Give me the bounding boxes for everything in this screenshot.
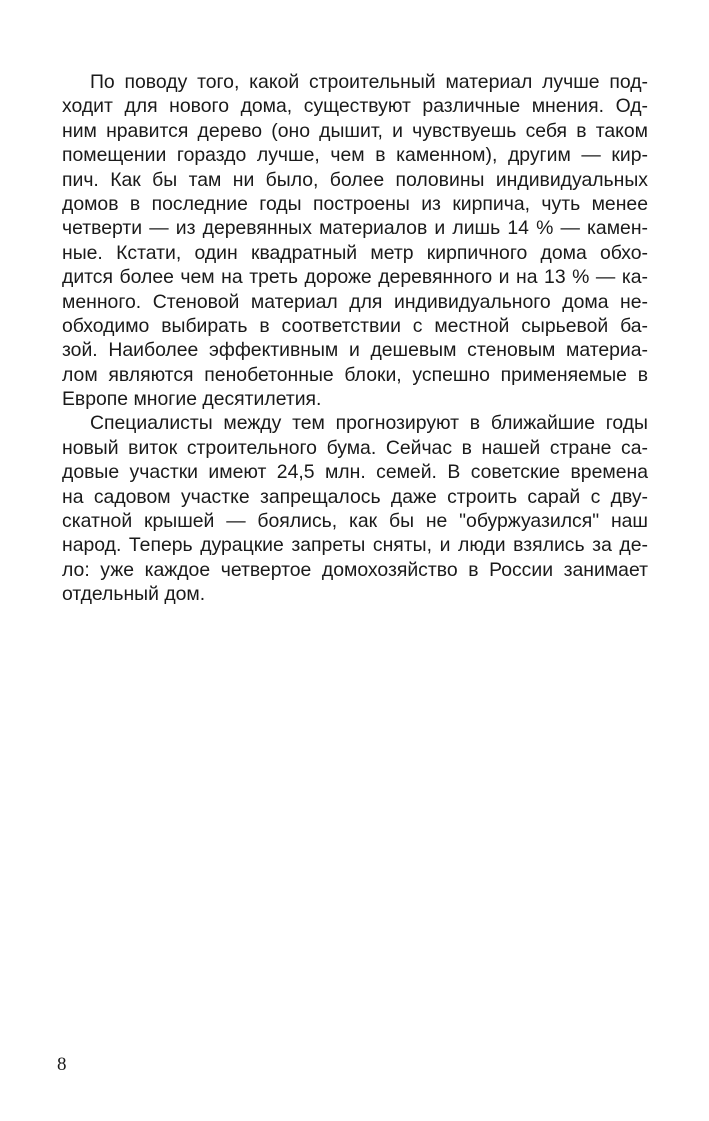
text-line: скатной крышей — боялись, как бы не "обуржуазился" наш <box>62 510 648 533</box>
text-line: новый виток строительного бума. Сейчас в нашей стране са- <box>62 436 648 459</box>
text-line: зой. Наиболее эффективным и дешевым стеновым материа- <box>62 339 648 362</box>
text-line: помещении гораздо лучше, чем в каменном), другим — кир- <box>62 144 648 167</box>
text-line: ним нравится дерево (оно дышит, и чувствуешь себя в таком <box>62 119 648 142</box>
text-line: По поводу того, какой строительный материал лучше под- <box>90 71 648 93</box>
text-line: отдельный дом. <box>62 583 206 606</box>
text-line: лом являются пенобетонные блоки, успешно применяемые в <box>62 363 648 386</box>
text-line: Специалисты между тем прогнозируют в ближайшие годы <box>90 412 648 435</box>
text-line: ло: уже каждое четвертое домохозяйство в России занимает <box>62 558 648 581</box>
text-line: Европе многие десятилетия. <box>62 388 322 411</box>
text-line: пич. Как бы там ни было, более половины индивидуальных <box>62 168 648 191</box>
body-text <box>62 70 648 607</box>
text-line: ные. Кстати, один квадратный метр кирпичного дома обхо- <box>62 241 648 264</box>
text-line: ходит для нового дома, существуют различные мнения. Од- <box>62 95 648 118</box>
paragraph-2 <box>62 411 648 606</box>
text-line: обходимо выбирать в соответствии с местной сырьевой ба- <box>62 314 648 337</box>
text-line: довые участки имеют 24,5 млн. семей. В советские времена <box>62 461 648 484</box>
text-line: народ. Теперь дурацкие запреты сняты, и люди взялись за де- <box>62 534 648 557</box>
text-line: дится более чем на треть дороже деревянного и на 13 % — ка- <box>62 266 648 289</box>
paragraph-1 <box>62 70 648 411</box>
text-line: домов в последние годы построены из кирпича, чуть менее <box>62 192 648 215</box>
text-line: на садовом участке запрещалось даже строить сарай с дву- <box>62 485 648 508</box>
page-number: 8 <box>57 1054 67 1075</box>
text-line: четверти — из деревянных материалов и лишь 14 % — камен- <box>62 217 648 240</box>
text-line: менного. Стеновой материал для индивидуального дома не- <box>62 290 648 313</box>
